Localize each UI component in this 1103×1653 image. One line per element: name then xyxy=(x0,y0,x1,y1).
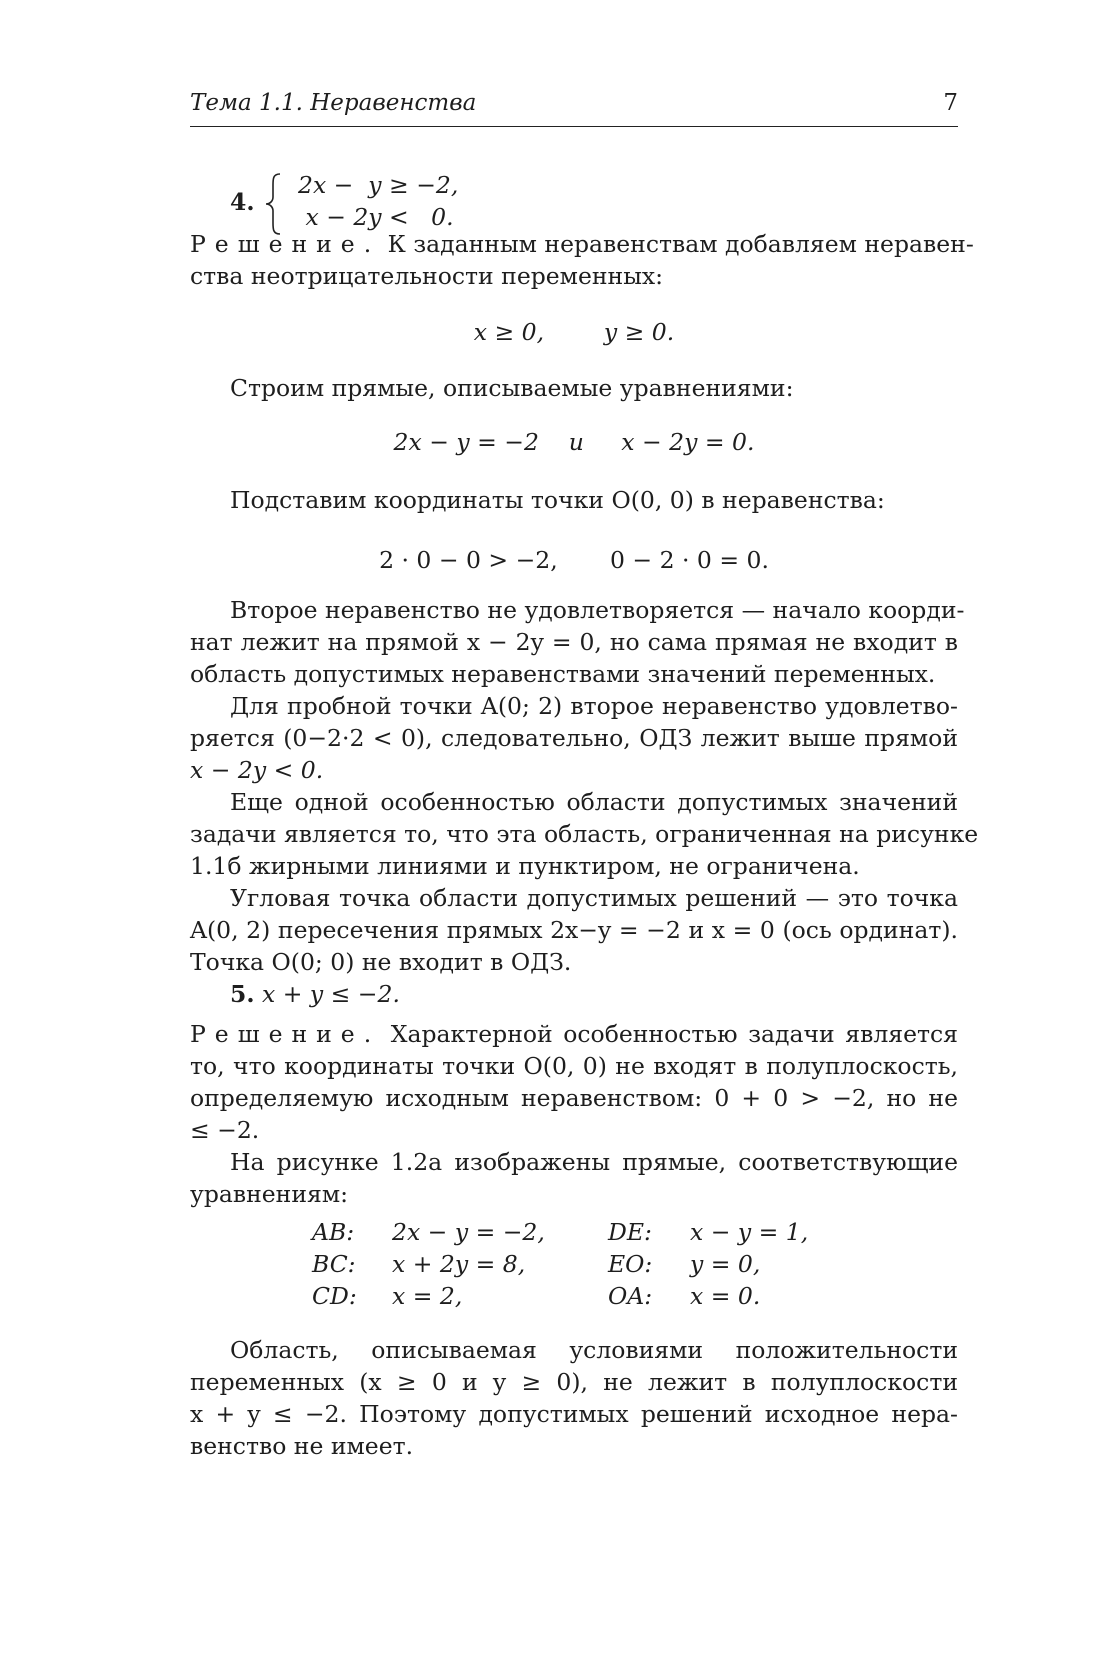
paragraph-10-line-2: переменных (x ≥ 0 и y ≥ 0), не лежит в полуплоскости xyxy=(190,1368,958,1396)
paragraph-9-line-2: уравнениям: xyxy=(190,1180,349,1208)
problem-5-text: x + y ≤ −2. xyxy=(254,980,400,1008)
paragraph-5-line-3: x − 2y < 0. xyxy=(190,756,324,784)
solution-label-2: Решение. xyxy=(190,1020,381,1048)
solution-5-line-2: то, что координаты точки O(0, 0) не входят в полуплоскость, xyxy=(190,1052,958,1080)
solution-4-text: К заданным неравенствам добавляем неравен- xyxy=(380,230,974,258)
paragraph-7-line-1: Угловая точка области допустимых решений — это точка xyxy=(230,884,958,912)
solution-label: Решение. xyxy=(190,230,381,258)
solution-5-line-3: определяемую исходным неравенством: 0 + 0 > −2, но не xyxy=(190,1084,958,1112)
paragraph-10-line-4: венство не имеет. xyxy=(190,1432,414,1460)
solution-5-text: Характерной особенностью задачи является xyxy=(380,1020,958,1048)
paragraph-6-line-1: Еще одной особенностью области допустимых значений xyxy=(230,788,958,816)
eq-bc: x + 2y = 8, xyxy=(392,1250,526,1278)
paragraph-7-line-2: A(0, 2) пересечения прямых 2x−y = −2 и x = 0 (ось ординат). xyxy=(190,916,958,944)
eq-label-de: DE: xyxy=(608,1218,652,1246)
solution-4-line-2: ства неотрицательности переменных: xyxy=(190,262,664,290)
paragraph-9-line-1: На рисунке 1.2a изображены прямые, соответствующие xyxy=(230,1148,958,1176)
page-number: 7 xyxy=(943,90,958,116)
paragraph-4-line-1: Второе неравенство не удовлетворяется — начало коорди- xyxy=(230,596,965,624)
paragraph-10-line-3: x + y ≤ −2. Поэтому допустимых решений исходное нера- xyxy=(190,1400,958,1428)
running-header xyxy=(190,88,958,127)
eq-ab: 2x − y = −2, xyxy=(392,1218,545,1246)
eq-label-bc: BC: xyxy=(312,1250,356,1278)
paragraph-10-line-1: Область, описываемая условиями положительности xyxy=(230,1336,958,1364)
equation-nonneg: x ≥ 0, y ≥ 0. xyxy=(473,318,675,346)
eq-eo: y = 0, xyxy=(690,1250,761,1278)
paragraph-6-line-3: 1.1б жирными линиями и пунктиром, не ограничена. xyxy=(190,852,860,880)
paragraph-7-line-3: Точка O(0; 0) не входит в ОДЗ. xyxy=(190,948,572,976)
problem-4-number: 4. xyxy=(230,188,255,216)
solution-4-line-1 xyxy=(190,228,974,260)
running-title: Тема 1.1. Неравенства xyxy=(190,90,477,116)
eq-cd: x = 2, xyxy=(392,1282,463,1310)
eq-label-cd: CD: xyxy=(312,1282,357,1310)
eq-oa: x = 0. xyxy=(690,1282,761,1310)
paragraph-substitute: Подставим координаты точки O(0, 0) в неравенства: xyxy=(230,486,885,514)
problem-5-number: 5. xyxy=(230,980,255,1008)
system-line-1: 2x − y ≥ −2, xyxy=(298,171,459,199)
paragraph-6-line-2: задачи является то, что эта область, ограниченная на рисунке xyxy=(190,820,979,848)
eq-label-eo: EO: xyxy=(608,1250,653,1278)
eq-de: x − y = 1, xyxy=(690,1218,809,1246)
equation-substitution: 2 · 0 − 0 > −2, 0 − 2 · 0 = 0. xyxy=(379,546,769,574)
eq-label-ab: AB: xyxy=(312,1218,355,1246)
paragraph-5-line-2: ряется (0−2·2 < 0), следовательно, ОДЗ лежит выше прямой xyxy=(190,724,958,752)
solution-5-line-1 xyxy=(190,1018,958,1050)
system-line-2: x − 2y < 0. xyxy=(298,203,454,231)
paragraph-lines: Строим прямые, описываемые уравнениями: xyxy=(230,374,794,402)
problem-5 xyxy=(190,978,958,1010)
paragraph-4-line-2: нат лежит на прямой x − 2y = 0, но сама прямая не входит в xyxy=(190,628,958,656)
solution-5-line-4: ≤ −2. xyxy=(190,1116,260,1144)
equation-lines: 2x − y = −2 и x − 2y = 0. xyxy=(393,428,755,456)
eq-label-oa: OA: xyxy=(608,1282,653,1310)
paragraph-5-line-1: Для пробной точки A(0; 2) второе неравенство удовлетво- xyxy=(230,692,958,720)
paragraph-4-line-3: область допустимых неравенствами значений переменных. xyxy=(190,660,936,688)
